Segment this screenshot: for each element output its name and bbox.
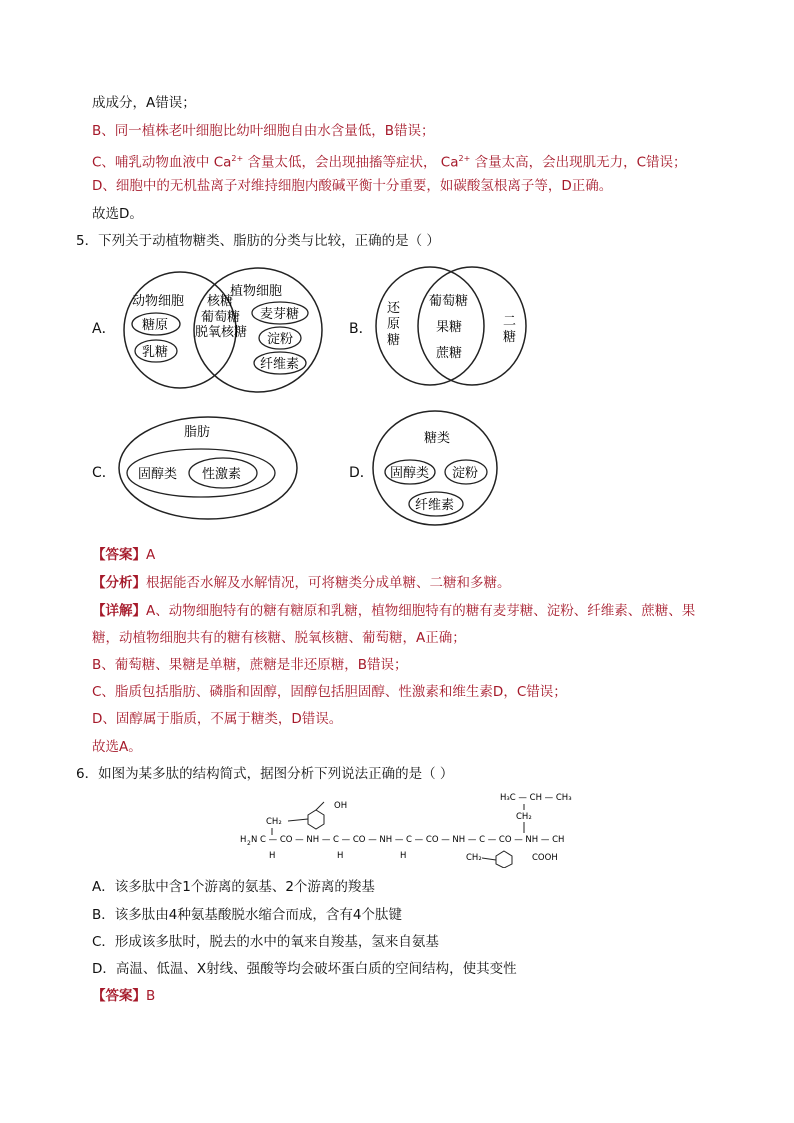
- detail-text-1: A、动物细胞特有的糖有糖原和乳糖，植物细胞特有的糖有麦芽糖、淀粉、纤维素、蔗糖、果: [146, 603, 696, 619]
- answer-tag: 【答案】: [92, 547, 146, 563]
- prev-line-3a: C、哺乳动物血液中 Ca: [92, 154, 232, 171]
- prev-line-2: B、同一植株老叶细胞比幼叶细胞自由水含量低，B错误；: [92, 123, 435, 139]
- a-mid-2: 葡萄糖: [201, 310, 241, 325]
- f-ch2-b: CH₂: [466, 853, 482, 863]
- a-mid-1: 核糖: [207, 294, 234, 309]
- q5-option-a-label: A．: [92, 321, 116, 337]
- q5-diagram-c: [114, 412, 304, 528]
- b-reducing-2: 原: [387, 317, 401, 332]
- analysis-text: 根据能否水解及水解情况，可将糖类分成单糖、二糖和多糖。: [146, 575, 511, 591]
- q5-diagram-a: [118, 262, 338, 398]
- q6-option-b: B．该多肽由4种氨基酸脱水缩合而成，含有4个肽键: [92, 907, 402, 923]
- analysis-tag: 【分析】: [92, 575, 146, 591]
- q6-option-c: C．形成该多肽时，脱去的水中的氧来自羧基，氢来自氨基: [92, 934, 439, 950]
- f-backbone: C — CO — NH — C — CO — NH — C — CO — NH — C — CO — NH — CH: [260, 835, 565, 845]
- b-glucose: 葡萄糖: [429, 294, 469, 309]
- prev-line-3c: 含量太高，会出现肌无力，C错误；: [470, 154, 687, 171]
- q5-analysis: [92, 573, 511, 593]
- a-cellulose: 纤维素: [260, 357, 300, 372]
- answer-value: A: [146, 547, 156, 563]
- f-h2n-n: N: [251, 835, 258, 845]
- b-sucrose: 蔗糖: [436, 346, 463, 361]
- q6-stem: 6．如图为某多肽的结构简式，据图分析下列说法正确的是（ ）: [76, 766, 454, 782]
- d-starch: 淀粉: [452, 466, 479, 481]
- prev-line-1: 成成分，A错误；: [92, 95, 196, 111]
- a-glycogen: 糖原: [142, 318, 169, 333]
- prev-line-3: [92, 149, 687, 173]
- q6-peptide-formula: [236, 788, 576, 868]
- f-ch2-top: CH₂: [516, 812, 532, 822]
- q6-answer: [92, 986, 155, 1006]
- a-starch: 淀粉: [267, 332, 294, 347]
- c-fat: 脂肪: [184, 425, 211, 440]
- a-lactose: 乳糖: [142, 345, 169, 360]
- q5-detail-4: C、脂质包括脂肪、磷脂和固醇，固醇包括胆固醇、性激素和维生素D，C错误；: [92, 684, 567, 700]
- answer-value: B: [146, 988, 156, 1004]
- q5-detail-1: [92, 601, 695, 621]
- q5-option-b-label: B．: [349, 321, 373, 337]
- q5-answer: [92, 545, 155, 565]
- prev-line-4: D、细胞中的无机盐离子对维持细胞内酸碱平衡十分重要，如碳酸氢根离子等，D正确。: [92, 178, 613, 194]
- a-animal-label: 动物细胞: [132, 294, 185, 309]
- a-plant-label: 植物细胞: [230, 284, 283, 299]
- b-reducing-3: 糖: [387, 333, 401, 348]
- b-disaccharide-1: 二: [503, 314, 517, 329]
- q5-detail-5: D、固醇属于脂质，不属于糖类，D错误。: [92, 711, 343, 727]
- b-disaccharide-2: 糖: [503, 330, 517, 345]
- a-maltose: 麦芽糖: [260, 307, 300, 322]
- d-sterol: 固醇类: [390, 466, 430, 481]
- q5-detail-3: B、葡萄糖、果糖是单糖，蔗糖是非还原糖，B错误；: [92, 657, 408, 673]
- q5-diagram-d: [368, 406, 504, 530]
- f-h2n-sub: 2: [247, 840, 251, 847]
- a-mid-3: 脱氧核糖: [195, 325, 248, 340]
- q6-option-d: D．高温、低温、X射线、强酸等均会破坏蛋白质的空间结构，使其变性: [92, 961, 517, 977]
- ca-charge-1: 2+: [231, 154, 244, 163]
- f-h-3: H: [400, 851, 407, 861]
- q5-option-d-label: D．: [349, 465, 374, 481]
- f-cooh: COOH: [532, 853, 558, 863]
- f-oh: OH: [334, 801, 348, 811]
- q5-option-c-label: C．: [92, 465, 116, 481]
- d-sugars: 糖类: [424, 431, 451, 446]
- f-h2n-h: H: [240, 835, 247, 845]
- ca-charge-2: 2+: [458, 154, 471, 163]
- f-isopropyl: H₃C — CH — CH₃: [500, 793, 572, 803]
- c-sex-hormone: 性激素: [202, 467, 242, 482]
- q5-detail-2: 糖，动植物细胞共有的糖有核糖、脱氧核糖、葡萄糖，A正确；: [92, 630, 466, 646]
- prev-conclusion: 故选D。: [92, 206, 143, 222]
- q6-option-a: A．该多肽中含1个游离的氨基、2个游离的羧基: [92, 879, 375, 895]
- prev-line-3b: 含量太低，会出现抽搐等症状， Ca: [243, 154, 459, 171]
- q5-diagram-b: [372, 262, 532, 392]
- q5-conclusion: 故选A。: [92, 739, 142, 755]
- b-reducing-1: 还: [387, 301, 401, 316]
- detail-tag: 【详解】: [92, 603, 146, 619]
- answer-tag: 【答案】: [92, 988, 146, 1004]
- q5-stem: 5．下列关于动植物糖类、脂肪的分类与比较，正确的是（ ）: [76, 233, 440, 249]
- c-sterol: 固醇类: [138, 467, 178, 482]
- f-ch2-a: CH₂: [266, 817, 282, 827]
- f-h-1: H: [269, 851, 276, 861]
- b-fructose: 果糖: [436, 320, 463, 335]
- f-h-2: H: [337, 851, 344, 861]
- d-cellulose: 纤维素: [415, 498, 455, 513]
